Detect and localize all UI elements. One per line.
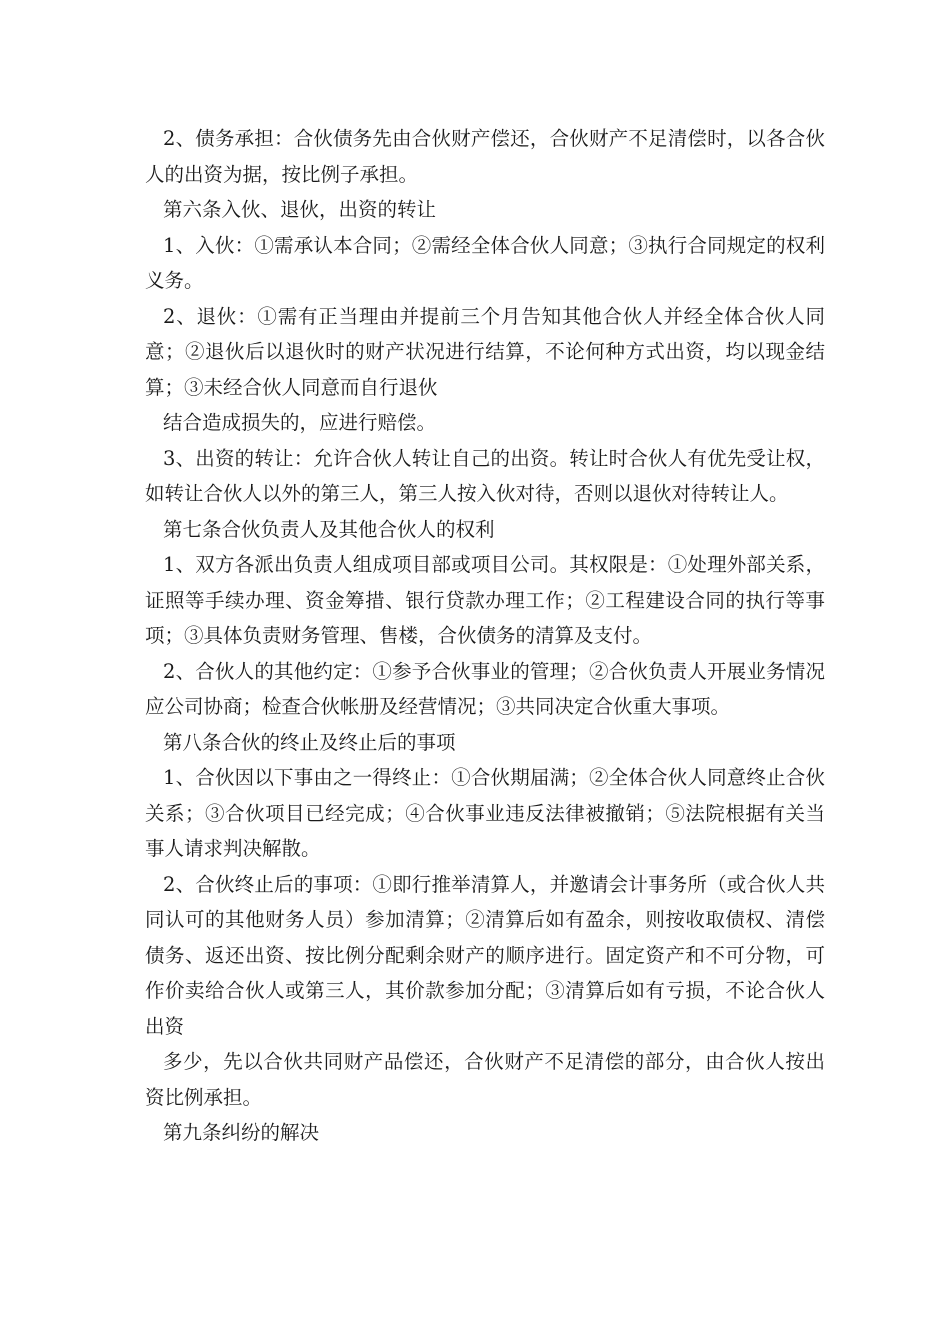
paragraph-termination-causes: 1、合伙因以下事由之一得终止：①合伙期届满；②全体合伙人同意终止合伙关系；③合伙项目已经完成；④合伙事业违反法律被撤销；⑤法院根据有关当事人请求判决解散。 — [145, 766, 825, 860]
article-8-heading: 第八条合伙的终止及终止后的事项 — [163, 730, 456, 754]
paragraph-withdrawal: 2、退伙：①需有正当理由并提前三个月告知其他合伙人并经全体合伙人同意；②退伙后以退伙时的财产状况进行结算，不论何种方式出资，均以现金结算；③未经合伙人同意而自行退伙 — [145, 304, 825, 399]
article-9-heading: 第九条纠纷的解决 — [163, 1121, 320, 1144]
paragraph-loss-sharing: 多少，先以合伙共同财产品偿还，合伙财产不足清偿的部分，由合伙人按出资比例承担。 — [145, 1050, 825, 1109]
paragraph-debt-bearing: 2、债务承担：合伙债务先由合伙财产偿还，合伙财产不足清偿时，以各合伙人的出资为据，按比例子承担。 — [145, 127, 825, 186]
paragraph-capital-transfer: 3、出资的转让：允许合伙人转让自己的出资。转让时合伙人有优先受让权，如转让合伙人以外的第三人，第三人按入伙对待，否则以退伙对待转让人。 — [145, 446, 825, 505]
article-6-heading: 第六条入伙、退伙，出资的转让 — [163, 198, 437, 221]
paragraph-joining: 1、入伙：①需承认本合同；②需经全体合伙人同意；③执行合同规定的权利义务。 — [145, 233, 825, 292]
paragraph-post-termination: 2、合伙终止后的事项：①即行推举清算人，并邀请会计事务所（或合伙人共同认可的其他财务人员）参加清算；②清算后如有盈余，则按收取债权、清偿债务、返还出资、按比例分配剩余财产的顺序进行。固定资产和不可分物，可作价卖给合伙人或第三人，其价款参加分配；③清算后如有亏损，不论合伙人出资 — [145, 872, 825, 1038]
article-7-heading: 第七条合伙负责人及其他合伙人的权利 — [163, 517, 495, 541]
paragraph-other-agreements: 2、合伙人的其他约定：①参予合伙事业的管理；②合伙负责人开展业务情况应公司协商；检查合伙帐册及经营情况；③共同决定合伙重大事项。 — [145, 659, 825, 718]
document-body — [145, 121, 825, 1151]
paragraph-responsible-persons: 1、双方各派出负责人组成项目部或项目公司。其权限是：①处理外部关系，证照等手续办理、资金筹措、银行贷款办理工作；②工程建设合同的执行等事项；③具体负责财务管理、售楼，合伙债务的清算及支付。 — [145, 553, 825, 647]
paragraph-compensation: 结合造成损失的，应进行赔偿。 — [163, 411, 437, 434]
